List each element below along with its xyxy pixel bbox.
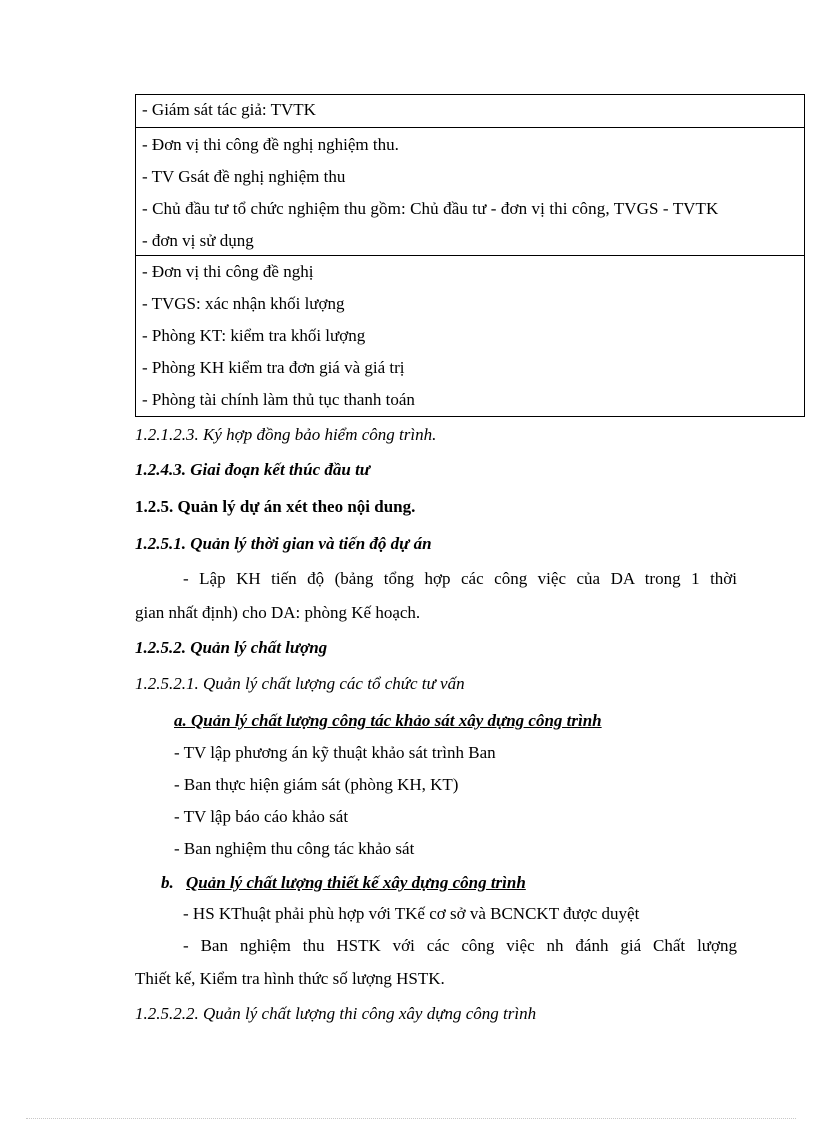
heading-1-2-5-1: 1.2.5.1. Quản lý thời gian và tiến độ dự án [135, 534, 432, 553]
heading-1-2-5: 1.2.5. Quản lý dự án xét theo nội dung. [135, 497, 416, 516]
heading-1-2-5-2: 1.2.5.2. Quản lý chất lượng [135, 638, 328, 657]
heading-1-2-5-2-1: 1.2.5.2.1. Quản lý chất lượng các tổ chức tư vấn [135, 674, 465, 693]
table-row [136, 256, 804, 417]
heading-a: a. Quản lý chất lượng công tác khảo sát xây dựng công trình [174, 711, 602, 730]
table-line: - Phòng KH kiểm tra đơn giá và giá trị [142, 358, 405, 377]
heading-1-2-1-2-3: 1.2.1.2.3. Ký hợp đồng bảo hiểm công trình. [135, 425, 437, 444]
table-line: - Đơn vị thi công đề nghị nghiệm thu. [142, 135, 399, 154]
table-line: - Chủ đầu tư tổ chức nghiệm thu gồm: Chủ đầu tư - đơn vị thi công, TVGS - TVTK [142, 199, 719, 218]
heading-1-2-5-2-2: 1.2.5.2.2. Quản lý chất lượng thi công xây dựng công trình [135, 1004, 537, 1023]
list-item: - TV lập phương án kỹ thuật khảo sát trình Ban [174, 743, 496, 762]
procedure-table [135, 94, 805, 417]
heading-b: Quản lý chất lượng thiết kế xây dựng công trình [186, 873, 526, 892]
list-item: - Ban thực hiện giám sát (phòng KH, KT) [174, 775, 459, 794]
paragraph-line: - Lập KH tiến độ (bảng tổng hợp các công việc của DA trong 1 thời [183, 569, 737, 588]
page-bottom-rule [26, 1118, 796, 1119]
list-item: - Ban nghiệm thu công tác khảo sát [174, 839, 415, 858]
list-item: - HS KThuật phải phù hợp với TKế cơ sở và BCNCKT được duyệt [183, 904, 640, 923]
heading-1-2-4-3: 1.2.4.3. Giai đoạn kết thúc đầu tư [135, 460, 370, 479]
table-line: - Giám sát tác giả: TVTK [142, 100, 316, 119]
paragraph-line: - Ban nghiệm thu HSTK với các công việc nh đánh giá Chất lượng [183, 936, 737, 955]
table-line: - Phòng tài chính làm thủ tục thanh toán [142, 390, 415, 409]
heading-b-marker: b. [161, 873, 174, 892]
table-line: - TVGS: xác nhận khối lượng [142, 294, 345, 313]
table-line: - đơn vị sử dụng [142, 231, 254, 250]
table-line: - TV Gsát đề nghị nghiệm thu [142, 167, 346, 186]
list-item: - TV lập báo cáo khảo sát [174, 807, 349, 826]
paragraph-line: gian nhất định) cho DA: phòng Kế hoạch. [135, 603, 421, 622]
table-row [136, 95, 804, 128]
table-line: - Phòng KT: kiểm tra khối lượng [142, 326, 366, 345]
paragraph-line: Thiết kế, Kiểm tra hình thức số lượng HSTK. [135, 969, 445, 988]
table-line: - Đơn vị thi công đề nghị [142, 262, 314, 281]
table-row [136, 128, 804, 256]
